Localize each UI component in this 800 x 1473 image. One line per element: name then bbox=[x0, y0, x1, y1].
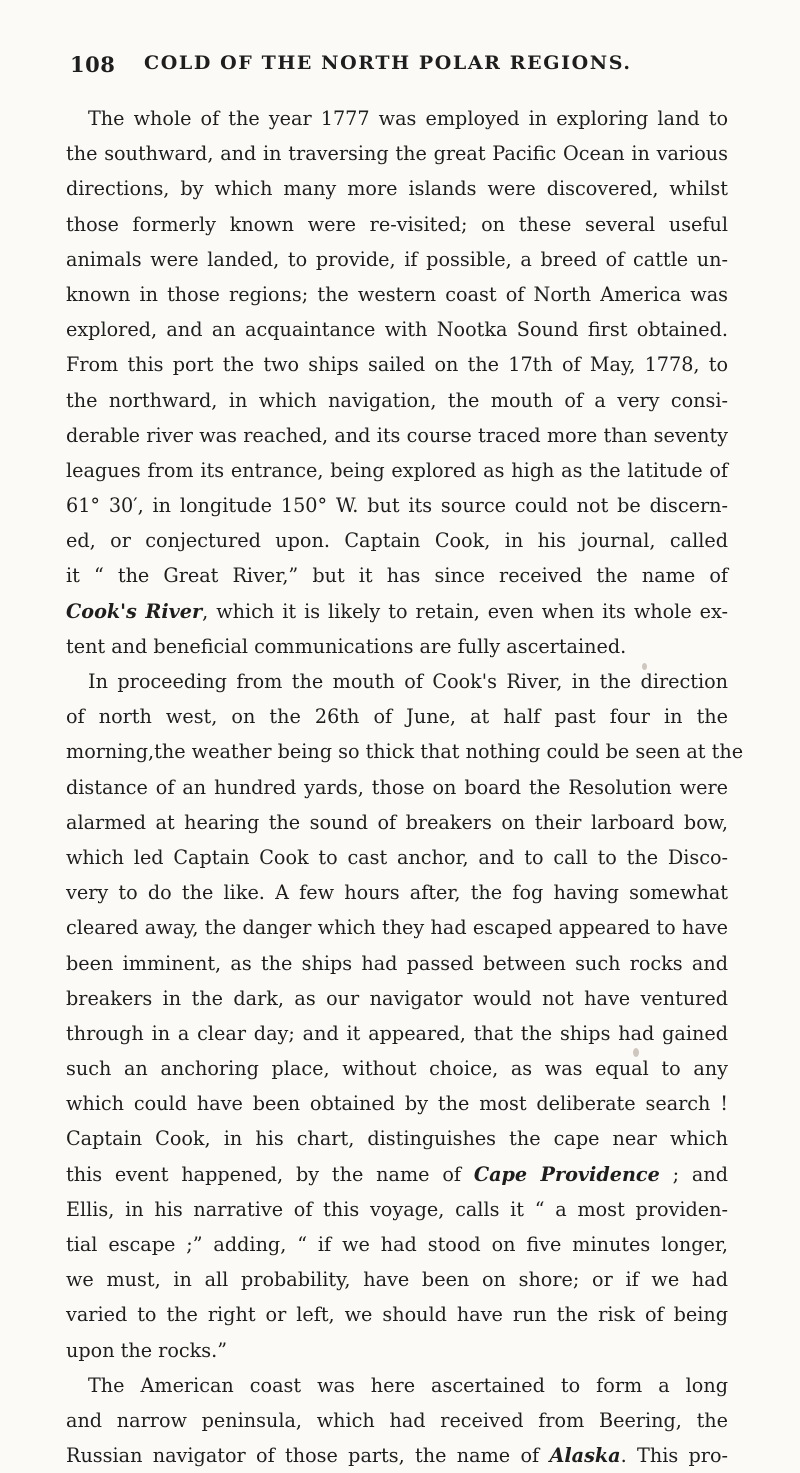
text-line: such an anchoring place, without choice, as was equal to any bbox=[66, 1057, 728, 1081]
text-line: morning,the weather being so thick that nothing could be seen at the bbox=[66, 740, 744, 764]
text-fragment: Russian navigator of those parts, the name of bbox=[66, 1444, 550, 1468]
text-line: we must, in all probability, have been on shore; or if we had bbox=[66, 1268, 728, 1292]
paper-speck bbox=[633, 1048, 639, 1057]
text-fragment: , which it is likely to retain, even when its whole ex- bbox=[202, 599, 728, 623]
text-line: distance of an hundred yards, those on board the Resolution were bbox=[66, 775, 728, 799]
text-line-cooks-river bbox=[66, 594, 728, 629]
text-line: varied to the right or left, we should have run the risk of being bbox=[66, 1303, 728, 1327]
text-line: leagues from its entrance, being explored as high as the latitude of bbox=[66, 458, 728, 482]
text-line: upon the rocks.” bbox=[66, 1338, 228, 1362]
text-line: The American coast was here ascertained to form a long bbox=[88, 1373, 728, 1397]
text-line: alarmed at hearing the sound of breakers on their larboard bow, bbox=[66, 810, 728, 834]
text-line: Ellis, in his narrative of this voyage, calls it “ a most providen- bbox=[66, 1197, 728, 1221]
text-line: and narrow peninsula, which had received from Beering, the bbox=[66, 1408, 728, 1432]
text-line: known in those regions; the western coast of North America was bbox=[66, 282, 728, 306]
text-line: which could have been obtained by the most deliberate search ! bbox=[66, 1092, 728, 1116]
italic-alaska: Alaska bbox=[549, 1444, 621, 1468]
text-line-cape-providence bbox=[66, 1157, 728, 1192]
text-line: which led Captain Cook to cast anchor, and to call to the Disco- bbox=[66, 845, 728, 869]
text-line: animals were landed, to provide, if possible, a breed of cattle un- bbox=[66, 247, 728, 271]
text-line: of north west, on the 26th of June, at half past four in the bbox=[66, 705, 728, 729]
page-header bbox=[70, 52, 710, 82]
text-line: cleared away, the danger which they had escaped appeared to have bbox=[66, 916, 728, 940]
text-line: the northward, in which navigation, the mouth of a very consi- bbox=[66, 388, 728, 412]
text-line: From this port the two ships sailed on the 17th of May, 1778, to bbox=[66, 353, 728, 377]
text-line: through in a clear day; and it appeared, that the ships had gained bbox=[66, 1021, 728, 1045]
italic-cooks-river: Cook's River bbox=[66, 599, 203, 623]
text-line: tial escape ;” adding, “ if we had stood on five minutes longer, bbox=[66, 1233, 728, 1256]
text-line: derable river was reached, and its course traced more than seventy bbox=[66, 423, 728, 447]
text-line: 61° 30′, in longitude 150° W. but its source could not be discern- bbox=[66, 494, 728, 518]
text-line: The whole of the year 1777 was employed in exploring land to bbox=[88, 107, 728, 130]
running-title: COLD OF THE NORTH POLAR REGIONS. bbox=[144, 52, 632, 74]
text-line-alaska bbox=[66, 1438, 728, 1473]
text-line: very to do the like. A few hours after, the fog having somewhat bbox=[66, 881, 728, 905]
text-line: breakers in the dark, as our navigator would not have ventured bbox=[66, 986, 728, 1010]
text-line: the southward, and in traversing the great Pacific Ocean in various bbox=[66, 142, 728, 166]
text-line: ed, or conjectured upon. Captain Cook, in his journal, called bbox=[66, 529, 728, 553]
text-line: those formerly known were re-visited; on these several useful bbox=[66, 212, 728, 236]
paper-speck bbox=[642, 663, 647, 670]
body-text bbox=[66, 101, 744, 1473]
text-line: explored, and an acquaintance with Nootka Sound first obtained. bbox=[66, 318, 728, 342]
text-line: been imminent, as the ships had passed between such rocks and bbox=[66, 951, 728, 975]
text-line: tent and beneficial communications are fully ascertained. bbox=[66, 634, 627, 658]
text-line: directions, by which many more islands were discovered, whilst bbox=[66, 177, 728, 201]
italic-cape-providence: Cape Providence bbox=[473, 1162, 660, 1186]
text-line: it “ the Great River,” but it has since received the name of bbox=[66, 564, 728, 588]
text-fragment: . This pro- bbox=[620, 1444, 728, 1468]
text-line: Captain Cook, in his chart, distinguishes the cape near which bbox=[66, 1127, 728, 1151]
page-number: 108 bbox=[70, 52, 116, 77]
text-line: In proceeding from the mouth of Cook's River, in the direction bbox=[88, 670, 728, 693]
text-fragment: this event happened, by the name of bbox=[66, 1162, 474, 1186]
text-fragment: ; and bbox=[659, 1162, 728, 1186]
